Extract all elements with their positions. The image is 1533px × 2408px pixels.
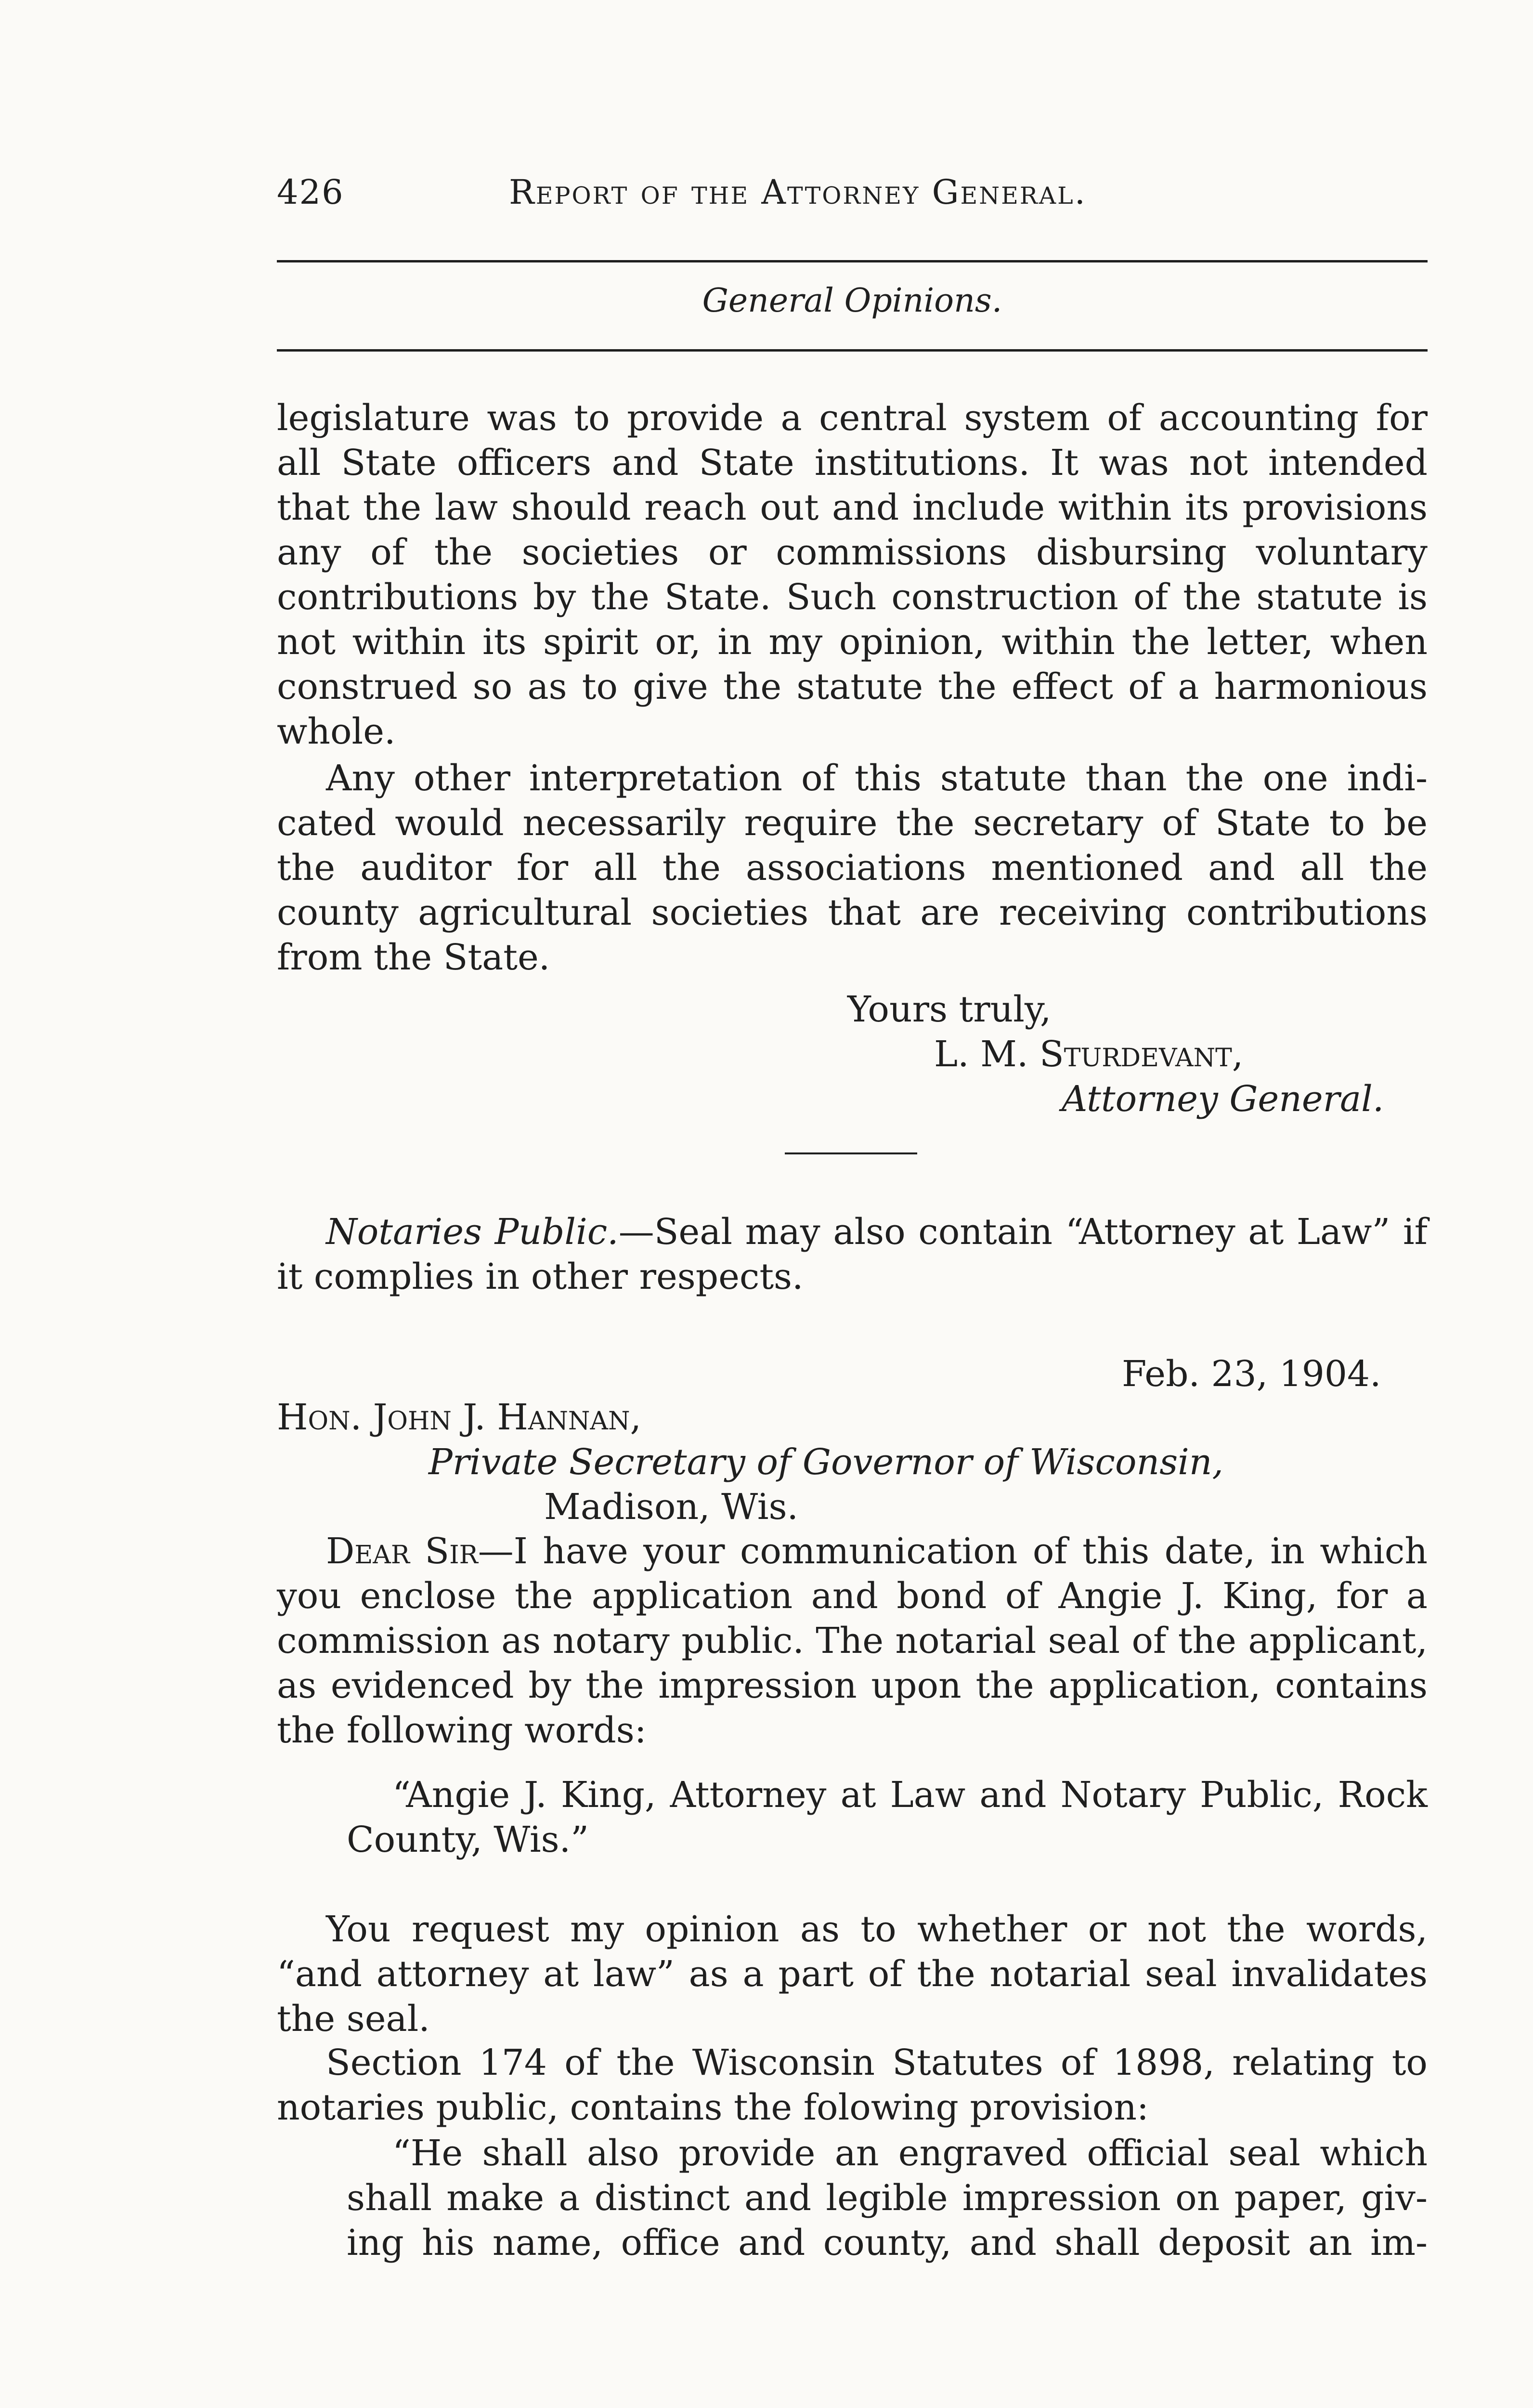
paragraph-6 xyxy=(277,2041,1428,2130)
letter-date: Feb. 23, 1904. xyxy=(1122,1353,1381,1395)
paragraph-4-body: —I have your communication of this date, in which you enclose the application and bond of Angie J. King, for a commission as notary public. The notarial seal of the applicant, as evidenced by the impression upon the application, contains the following words: xyxy=(277,1531,1428,1751)
paragraph-6-text: Section 174 of the Wisconsin Statutes of 1898, relating to notaries public, contains the folowing provision: xyxy=(277,2042,1428,2128)
paragraph-4 xyxy=(277,1529,1428,1753)
header-rule-bottom xyxy=(277,349,1428,352)
addressee-name: Hon. John J. Hannan, xyxy=(277,1397,642,1438)
addressee-title: Private Secretary of Governor of Wisconsin, xyxy=(429,1441,1224,1483)
headnote xyxy=(277,1210,1428,1299)
paragraph-4-text xyxy=(277,1529,1428,1753)
paragraph-1 xyxy=(277,396,1428,754)
block-quote-seal xyxy=(347,1773,1428,1862)
block-quote-seal-text: “Angie J. King, Attorney at Law and Notary Public, Rock County, Wis.” xyxy=(347,1774,1428,1860)
page-header xyxy=(277,168,1428,221)
running-title: Report of the Attorney General. xyxy=(509,172,1087,212)
signer-title: Attorney General. xyxy=(1062,1078,1384,1120)
paragraph-5 xyxy=(277,1907,1428,2042)
paragraph-1-text: legislature was to provide a central system of accounting for all State officers and State institutions. It was not intended that the law should reach out and include within its provisions any of the societies or commissions disbursing voluntary contributions by the State. Such construction of the statute is not within its spirit or, in my opinion, within the letter, when construed so as to give the statute the effect of a harmonious whole. xyxy=(277,397,1428,752)
headnote-text xyxy=(277,1210,1428,1299)
paragraph-5-text: You request my opinion as to whether or not the words, “and attorney at law” as a part of the notarial seal invalidates the seal. xyxy=(277,1909,1428,2040)
signer-name xyxy=(934,1032,1243,1077)
letter-salutation: Dear Sir xyxy=(326,1531,478,1572)
page-number: 426 xyxy=(277,172,344,212)
header-rule-top xyxy=(277,260,1428,262)
block-quote-statute-text: “He shall also provide an engraved official seal which shall make a distinct and legible impression on paper, giving his name, office and county, and shall deposit an im- xyxy=(347,2133,1428,2264)
section-divider xyxy=(785,1152,917,1154)
headnote-lead: Notaries Public. xyxy=(326,1211,619,1253)
headnote-rest: —Seal may also contain “Attorney at Law” if it complies in other respects. xyxy=(277,1211,1428,1297)
addressee-city: Madison, Wis. xyxy=(544,1486,799,1528)
section-title: General Opinions. xyxy=(702,282,1002,320)
block-quote-statute xyxy=(347,2131,1428,2265)
closing-salutation: Yours truly, xyxy=(847,989,1052,1030)
paragraph-2 xyxy=(277,756,1428,980)
paragraph-2-text: Any other interpretation of this statute than the one indicated would necessarily require the secretary of State to be the auditor for all the associations mentioned and all the county agricultural societies that are receiving contributions from the State. xyxy=(277,758,1428,978)
signer-name-text: L. M. Sturdevant, xyxy=(934,1034,1244,1075)
